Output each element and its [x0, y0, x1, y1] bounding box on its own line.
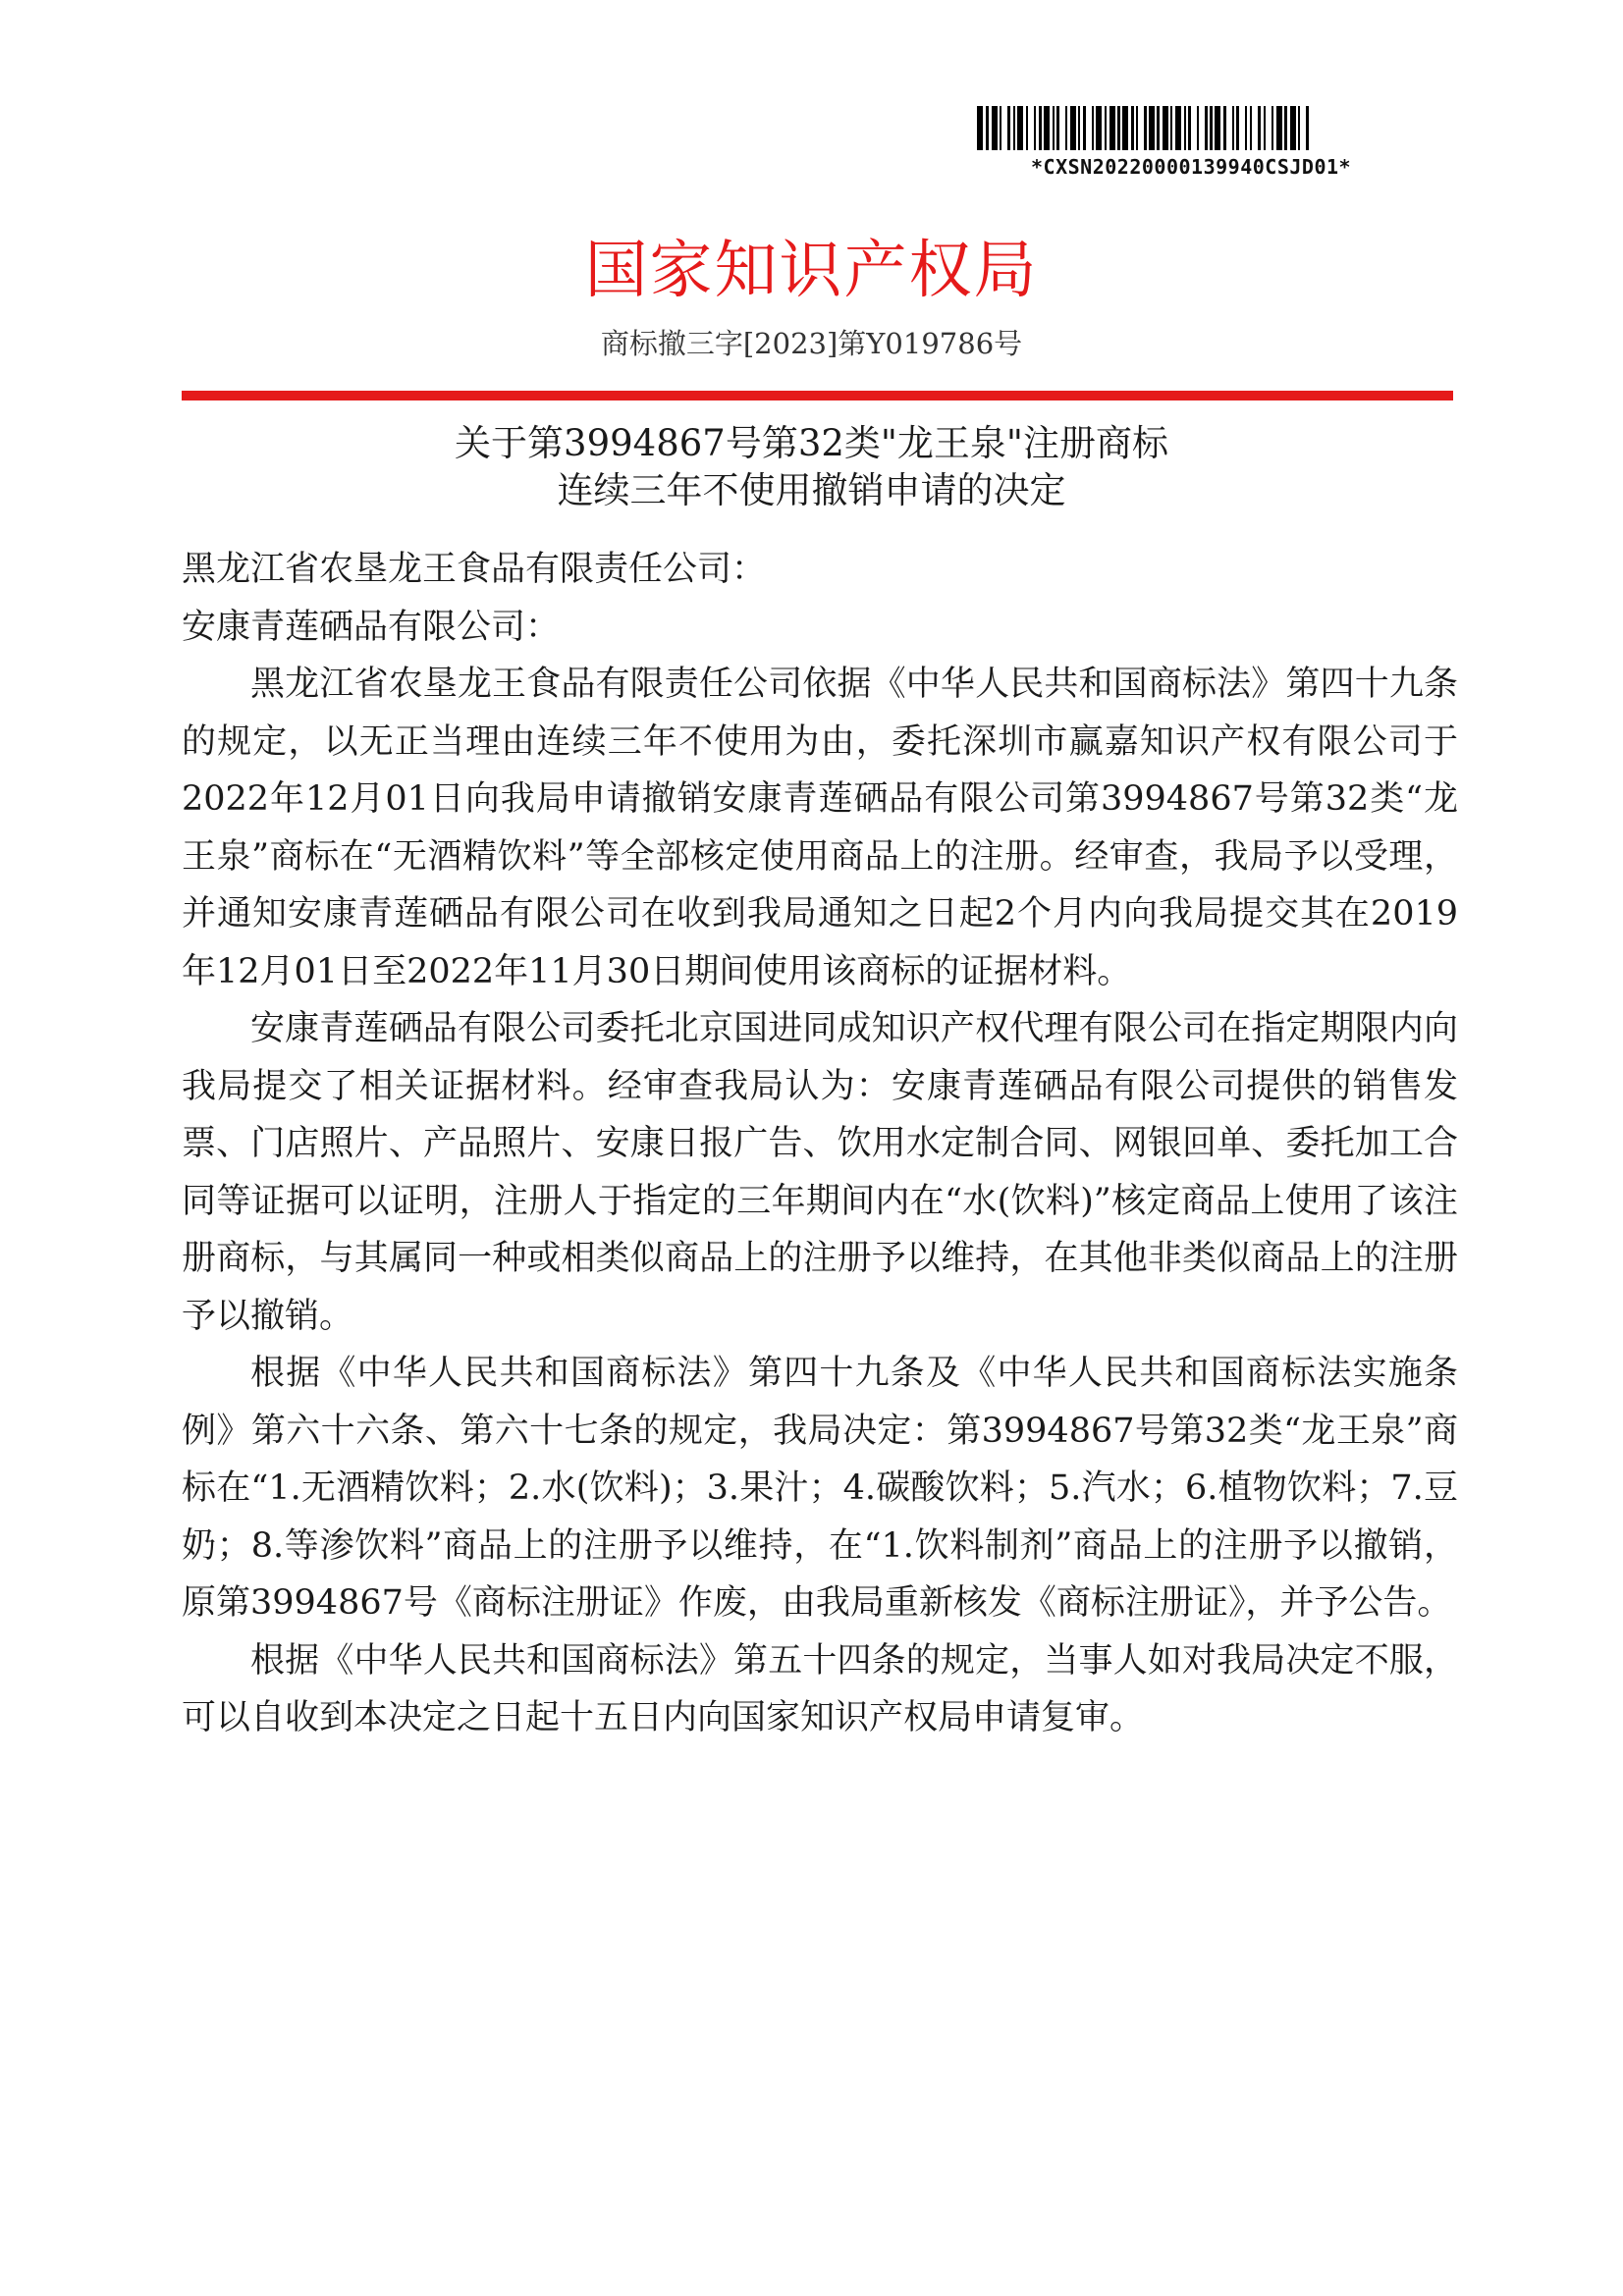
heading-line-2: 连续三年不使用撤销申请的决定 — [557, 469, 1066, 511]
barcode-bar — [1309, 106, 1315, 150]
addressee-applicant: 黑龙江省农垦龙王食品有限责任公司： — [182, 550, 767, 589]
agency-title: 国家知识产权局 — [584, 235, 1039, 307]
paragraph-decision: 根据《中华人民共和国商标法》第四十九条及《中华人民共和国商标法实施条例》第六十六条、第六十七条的规定，我局决定：第3994867号第32类“龙王泉”商标在“1.无酒精饮料；2.水(饮料)；3.果汁；4.碳酸饮料；5.汽水；6.植物饮料；7.豆奶；8.等渗饮料”商品上的注册予以维持，在“1.饮料制剂”商品上的注册予以撤销，原第3994867号《商标注册证》作废，由我局重新核发《商标注册证》，并予公告。 — [182, 1354, 1458, 1623]
heading-line-1: 关于第3994867号第32类"龙王泉"注册商标 — [455, 422, 1168, 464]
paragraph-appeal: 根据《中华人民共和国商标法》第五十四条的规定，当事人如对我局决定不服，可以自收到本决定之日起十五日内向国家知识产权局申请复审。 — [182, 1640, 1458, 1737]
document-number: 商标撤三字[2023]第Y019786号 — [600, 327, 1023, 360]
header-divider — [182, 391, 1453, 400]
paragraph-review: 安康青莲硒品有限公司委托北京国进同成知识产权代理有限公司在指定期限内向我局提交了相关证据材料。经审查我局认为：安康青莲硒品有限公司提供的销售发票、门店照片、产品照片、安康日报广告、饮用水定制合同、网银回单、委托加工合同等证据可以证明，注册人于指定的三年期间内在“水(饮料)”核定商品上使用了该注册商标，与其属同一种或相类似商品上的注册予以维持，在其他非类似商品上的注册予以撤销。 — [182, 1009, 1458, 1336]
paragraph-application: 黑龙江省农垦龙王食品有限责任公司依据《中华人民共和国商标法》第四十九条的规定，以无正当理由连续三年不使用为由，委托深圳市赢嘉知识产权有限公司于2022年12月01日向我局申请撤销安康青莲硒品有限公司第3994867号第32类“龙王泉”商标在“无酒精饮料”等全部核定使用商品上的注册。经审查，我局予以受理，并通知安康青莲硒品有限公司在收到我局通知之日起2个月内向我局提交其在2019年12月01日至2022年11月30日期间使用该商标的证据材料。 — [182, 665, 1458, 991]
addressee-registrant: 安康青莲硒品有限公司： — [182, 607, 561, 647]
barcode-caption: *CXSN20220000139940CSJD01* — [1031, 155, 1352, 179]
document-body — [182, 541, 1458, 1747]
decision-heading — [0, 420, 1623, 514]
barcode — [977, 106, 1389, 150]
